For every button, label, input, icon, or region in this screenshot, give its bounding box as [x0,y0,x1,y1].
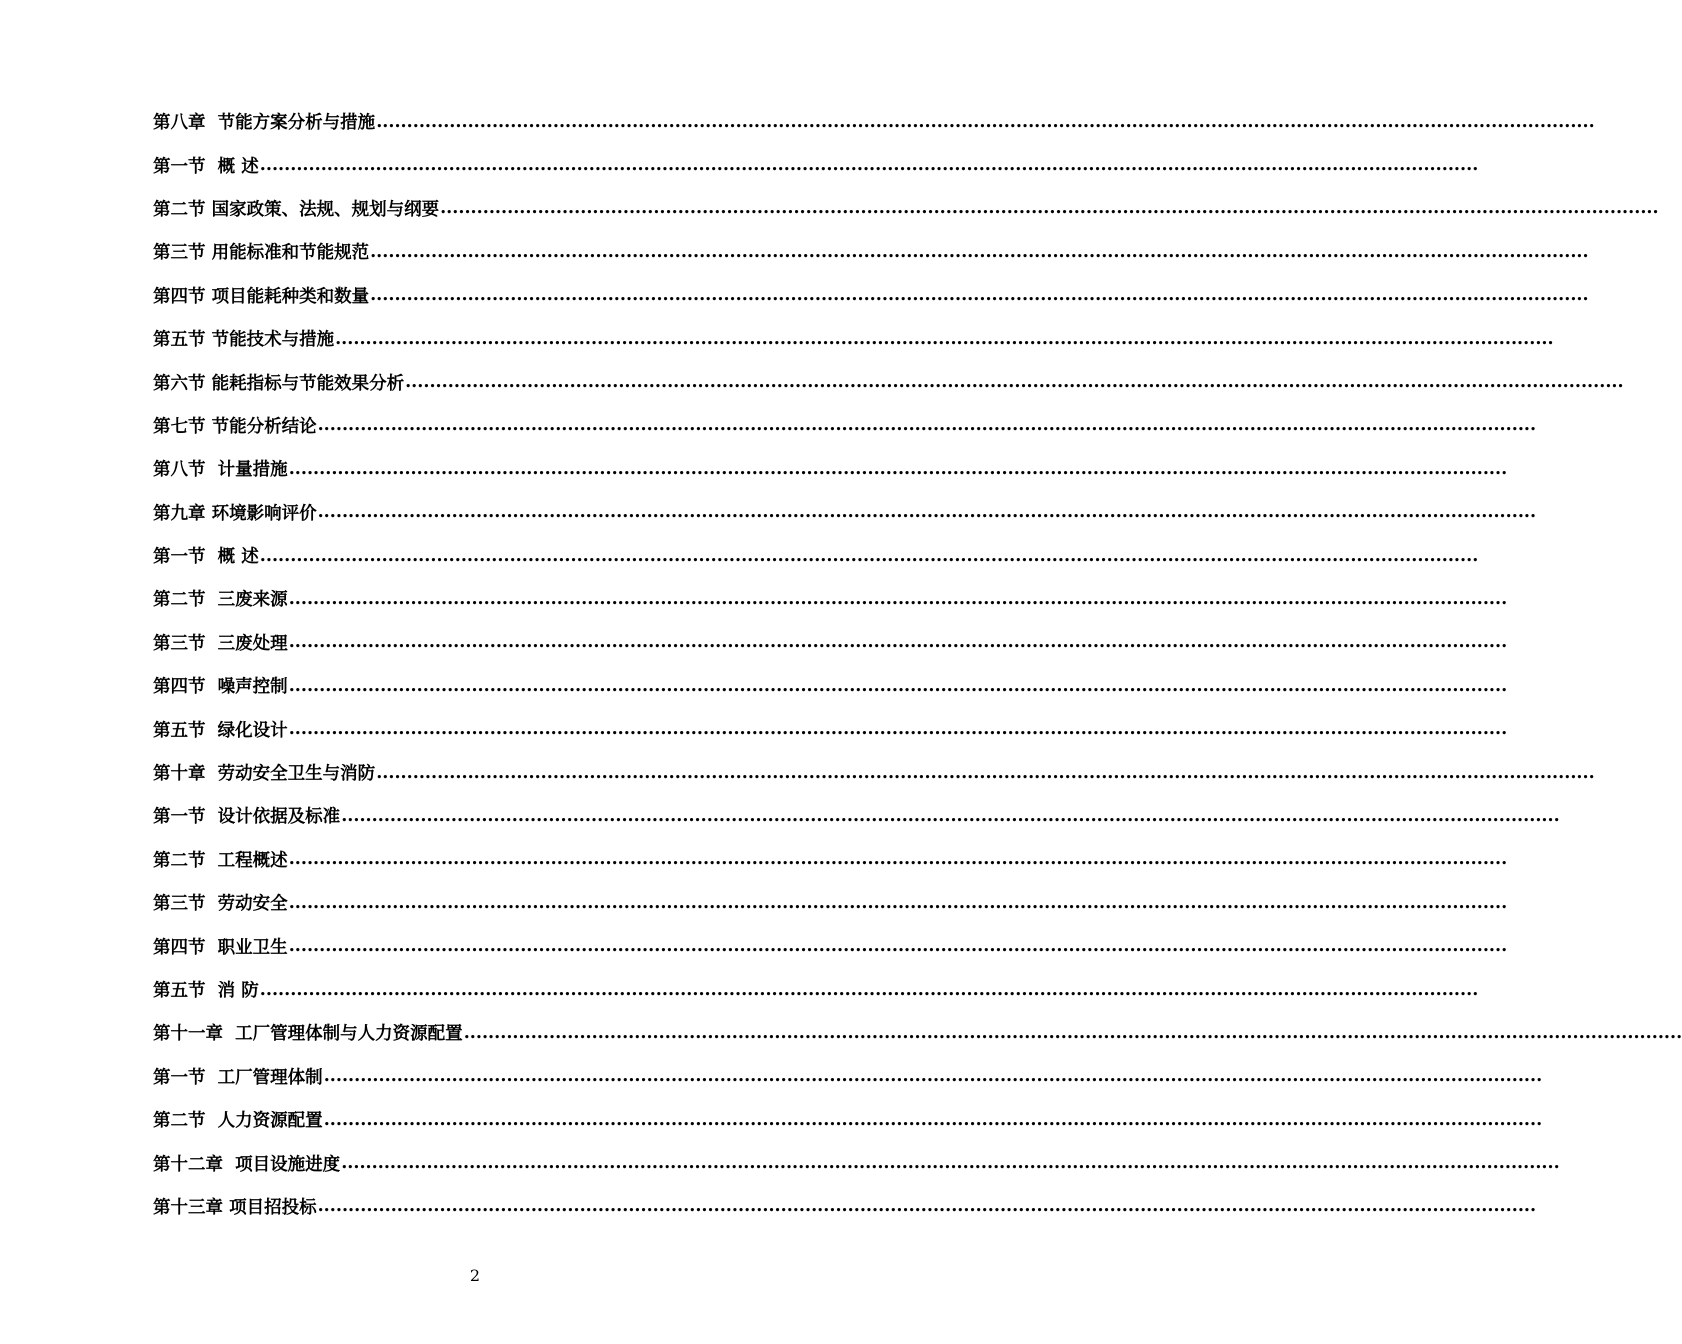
dot-leader: ........................................................................................................................................................................................................ [288,588,1508,609]
dot-leader: ........................................................................................................................................................................................................ [288,719,1508,740]
toc-entry-text: 第八章 节能方案分析与措施 [153,113,376,134]
toc-entry-text: 第二节 工程概述 [153,850,288,871]
dot-leader: ........................................................................................................................................................................................................ [323,1066,1543,1087]
dot-leader: ........................................................................................................................................................................................................ [335,328,1554,349]
toc-entry [153,664,1508,707]
dot-leader: ........................................................................................................................................................................................................ [405,372,1624,393]
dot-leader: ........................................................................................................................................................................................................ [317,1196,1537,1217]
toc-entry [153,534,1479,577]
toc-entry-text: 第十二章 项目设施进度 [153,1154,341,1175]
toc-entry [153,968,1479,1011]
toc-entry-text: 第二节 国家政策、法规、规划与纲要 [153,199,440,220]
toc-entry-text: 第三节 三废处理 [153,633,288,654]
dot-leader: ........................................................................................................................................................................................................ [317,415,1537,436]
dot-leader: ........................................................................................................................................................................................................ [463,1022,1682,1043]
toc-entry-text: 第四节 职业卫生 [153,937,288,958]
dot-leader: ........................................................................................................................................................................................................ [376,111,1595,132]
toc-entry-text: 第四节 噪声控制 [153,677,288,698]
toc-entry [153,621,1508,664]
dot-leader: ........................................................................................................................................................................................................ [341,805,1560,826]
dot-leader: ........................................................................................................................................................................................................ [288,675,1508,696]
dot-leader: ........................................................................................................................................................................................................ [341,1153,1560,1174]
toc-entry [153,881,1508,924]
toc-entry [153,1185,1537,1228]
toc-entry-text: 第十章 劳动安全卫生与消防 [153,764,376,785]
toc-entry [153,274,1589,317]
toc-entry [153,447,1508,490]
dot-leader: ........................................................................................................................................................................................................ [259,155,1479,176]
toc-entry-text: 第一节 概 述 [153,156,259,177]
toc-entry-text: 第一节 设计依据及标准 [153,807,341,828]
toc-entry [153,187,1659,230]
dot-leader: ........................................................................................................................................................................................................ [370,241,1589,262]
toc-entry-text: 第七节 节能分析结论 [153,416,317,437]
dot-leader: ........................................................................................................................................................................................................ [288,892,1508,913]
toc-entry [153,404,1537,447]
dot-leader: ........................................................................................................................................................................................................ [288,936,1508,957]
toc-entry-text: 第四节 项目能耗种类和数量 [153,286,370,307]
toc-entry [153,577,1508,620]
toc-entry [153,491,1537,534]
toc-entry-text: 第五节 绿化设计 [153,720,288,741]
toc-entry-text: 第五节 消 防 [153,981,259,1001]
toc-entry [153,707,1508,750]
toc-entry [153,1055,1543,1098]
page-number: 2 [469,1266,481,1285]
toc-entry [153,1011,1682,1054]
toc-entry-text: 第一节 概 述 [153,547,259,568]
toc-entry-text: 第五节 节能技术与措施 [153,330,335,351]
toc-entry-text: 第十三章 项目招投标 [153,1197,317,1218]
toc-entry [153,1098,1543,1141]
toc-entry [153,360,1624,403]
table-of-contents [153,100,1682,1228]
toc-entry [153,100,1595,143]
dot-leader: ........................................................................................................................................................................................................ [440,198,1659,219]
toc-entry-text: 第二节 三废来源 [153,590,288,611]
toc-entry [153,1141,1560,1184]
toc-entry [153,838,1508,881]
toc-entry-text: 第八节 计量措施 [153,460,288,481]
toc-entry [153,230,1589,273]
dot-leader: ........................................................................................................................................................................................................ [288,458,1508,479]
toc-entry-text: 第三节 用能标准和节能规范 [153,243,370,264]
dot-leader: ........................................................................................................................................................................................................ [288,632,1508,653]
toc-entry-text: 第三节 劳动安全 [153,894,288,915]
toc-entry [153,143,1479,186]
dot-leader: ........................................................................................................................................................................................................ [376,762,1595,783]
dot-leader: ........................................................................................................................................................................................................ [288,849,1508,870]
toc-entry [153,924,1508,967]
toc-entry [153,317,1554,360]
toc-entry-text: 第九章 环境影响评价 [153,503,317,524]
toc-entry-text: 第二节 人力资源配置 [153,1111,323,1132]
toc-entry [153,794,1560,837]
dot-leader: ........................................................................................................................................................................................................ [259,545,1479,566]
dot-leader: ........................................................................................................................................................................................................ [317,502,1537,523]
dot-leader: ........................................................................................................................................................................................................ [259,979,1479,1000]
toc-entry [153,751,1595,794]
toc-entry-text: 第六节 能耗指标与节能效果分析 [153,373,405,394]
dot-leader: ........................................................................................................................................................................................................ [370,285,1589,306]
toc-entry-text: 第十一章 工厂管理体制与人力资源配置 [153,1024,463,1045]
toc-entry-text: 第一节 工厂管理体制 [153,1067,323,1088]
dot-leader: ........................................................................................................................................................................................................ [323,1109,1543,1130]
